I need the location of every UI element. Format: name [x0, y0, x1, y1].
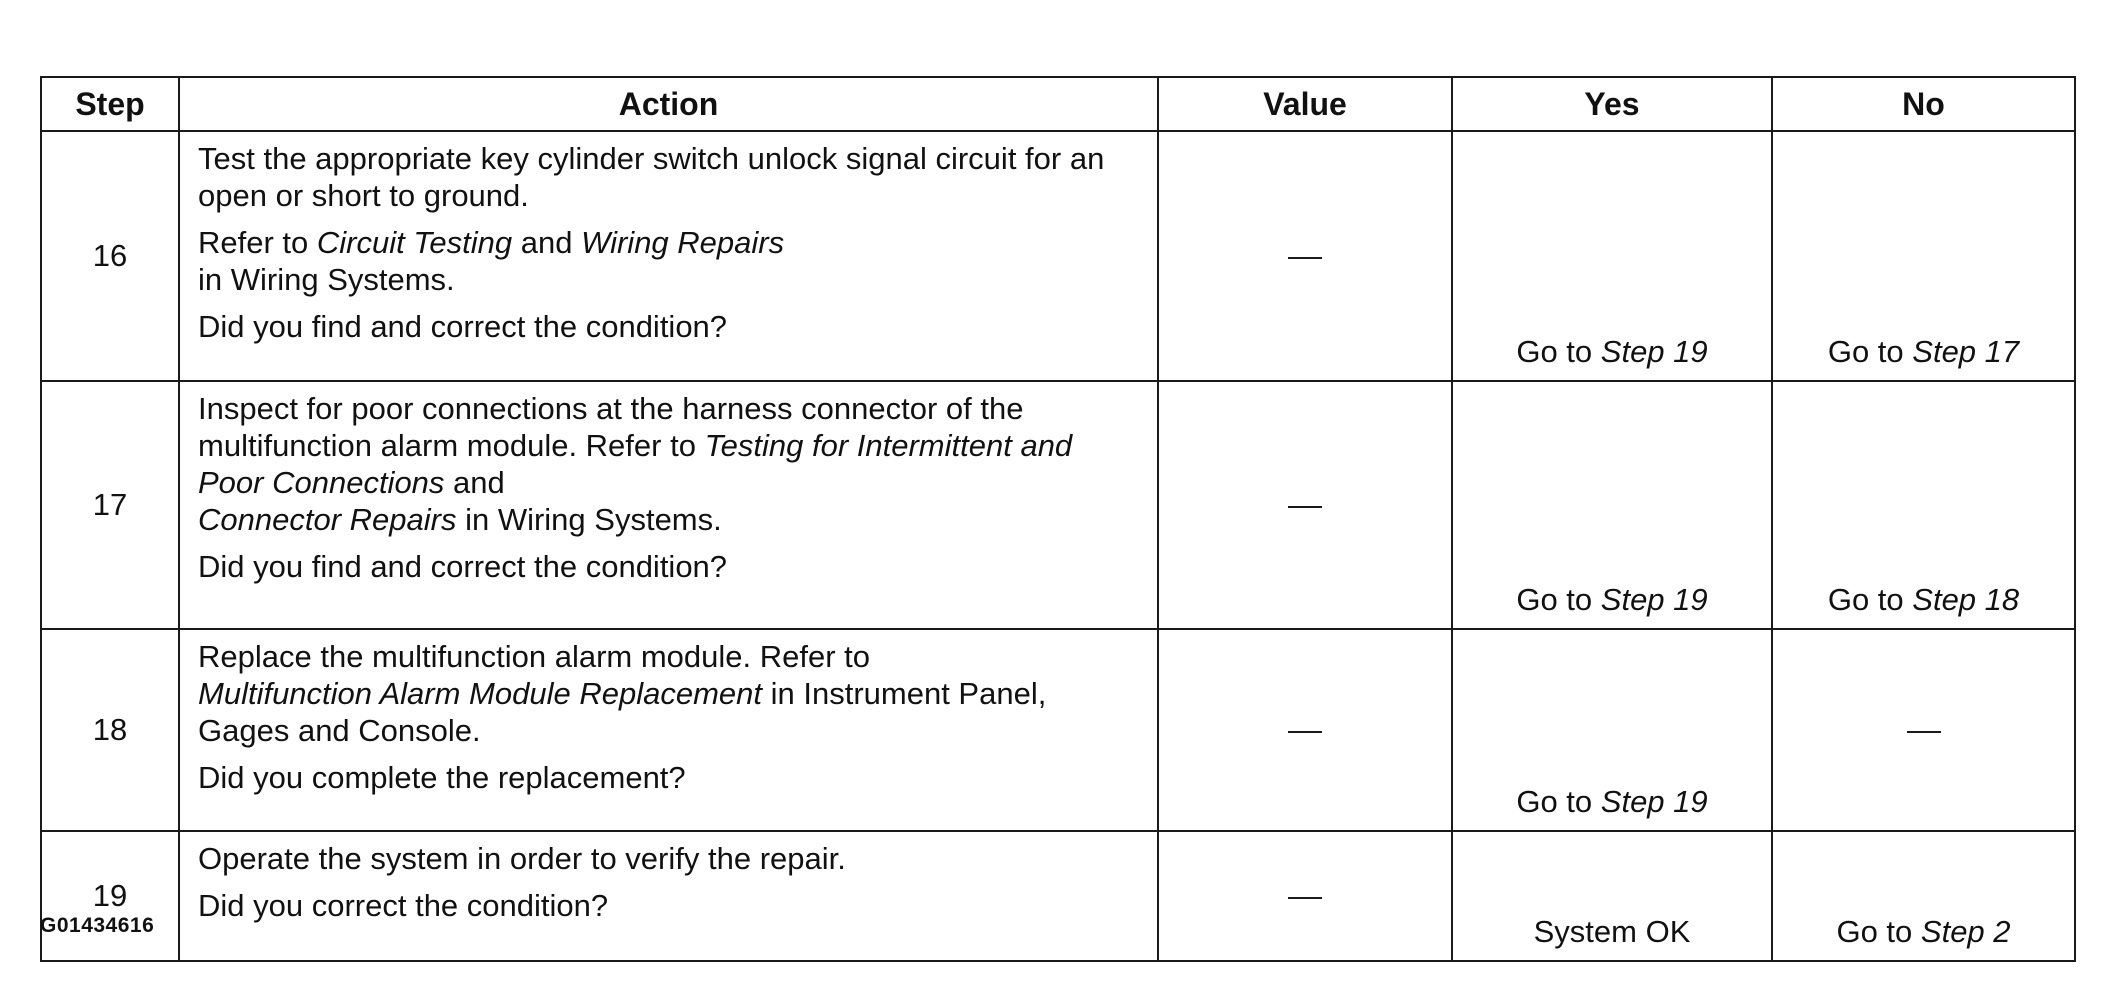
- no-step-ref: Step 17: [1912, 334, 2020, 369]
- action-text: [198, 638, 1139, 749]
- action-text: [198, 140, 1139, 214]
- action-text-run: in Instrument Panel, Gages and Console.: [198, 676, 1047, 748]
- yes-step-ref: Step 19: [1600, 784, 1708, 819]
- reference-link-text: Wiring Repairs: [581, 225, 785, 260]
- yes-cell: [1452, 131, 1772, 381]
- yes-cell: [1452, 629, 1772, 831]
- no-cell: [1772, 629, 2075, 831]
- value-cell: [1158, 831, 1452, 961]
- action-text-run: and: [444, 465, 505, 500]
- action-text-run: in Wiring Systems.: [198, 262, 455, 297]
- action-cell: [179, 131, 1158, 381]
- yes-text: Go to: [1516, 582, 1601, 617]
- action-text-run: Did you correct the condition?: [198, 888, 609, 923]
- em-dash: [1907, 731, 1941, 733]
- value-cell: [1158, 629, 1452, 831]
- reference-link-text: Testing for Intermittent and Poor Connections: [198, 428, 1073, 500]
- no-step-ref: Step 2: [1920, 914, 2011, 949]
- action-text: [198, 224, 1139, 298]
- step-number: 18: [41, 629, 179, 831]
- action-text-run: and: [512, 225, 582, 260]
- table-row: [41, 381, 2075, 629]
- action-text-run: Refer to: [198, 225, 317, 260]
- action-text-run: Did you find and correct the condition?: [198, 309, 728, 344]
- step-number: 19: [41, 831, 179, 961]
- no-text: Go to: [1836, 914, 1921, 949]
- table-header-row: [41, 77, 2075, 131]
- action-text-run: Replace the multifunction alarm module. Refer to: [198, 639, 870, 674]
- action-text-run: Did you find and correct the condition?: [198, 549, 728, 584]
- yes-text: Go to: [1516, 784, 1601, 819]
- yes-cell: [1452, 381, 1772, 629]
- action-text-run: in Wiring Systems.: [456, 502, 722, 537]
- value-cell: [1158, 131, 1452, 381]
- action-cell: [179, 629, 1158, 831]
- header-action: Action: [179, 77, 1158, 131]
- yes-cell: [1452, 831, 1772, 961]
- action-cell: [179, 381, 1158, 629]
- action-text-run: Inspect for poor connections at the harness connector of the multifunction alarm module. Refer to: [198, 391, 1024, 463]
- header-no: No: [1772, 77, 2075, 131]
- em-dash: [1288, 257, 1322, 259]
- no-cell: [1772, 381, 2075, 629]
- em-dash: [1288, 897, 1322, 899]
- action-text: [198, 840, 1139, 877]
- action-text-run: Test the appropriate key cylinder switch unlock signal circuit for an open or short to ground.: [198, 141, 1105, 213]
- step-number: 17: [41, 381, 179, 629]
- header-value: Value: [1158, 77, 1452, 131]
- header-yes: Yes: [1452, 77, 1772, 131]
- yes-step-ref: Step 19: [1600, 582, 1708, 617]
- yes-text: Go to: [1516, 334, 1601, 369]
- diagnostic-table: [40, 76, 2076, 962]
- no-text: Go to: [1827, 582, 1913, 617]
- action-text: [198, 390, 1139, 538]
- action-question: [198, 548, 1139, 585]
- value-cell: [1158, 381, 1452, 629]
- no-cell: [1772, 831, 2075, 961]
- action-question: [198, 308, 1139, 345]
- no-text: Go to: [1827, 334, 1913, 369]
- step-number: 16: [41, 131, 179, 381]
- table-row: [41, 831, 2075, 961]
- figure-id: G01434616: [40, 914, 155, 937]
- no-step-ref: Step 18: [1912, 582, 2020, 617]
- action-question: [198, 759, 1139, 796]
- action-text-run: Did you complete the replacement?: [198, 760, 686, 795]
- no-cell: [1772, 131, 2075, 381]
- reference-link-text: Circuit Testing: [316, 225, 513, 260]
- yes-step-ref: Step 19: [1600, 334, 1708, 369]
- action-text-run: Operate the system in order to verify the repair.: [198, 841, 846, 876]
- yes-text: System OK: [1533, 914, 1691, 949]
- table-row: [41, 629, 2075, 831]
- reference-link-text: Connector Repairs: [198, 502, 457, 537]
- reference-link-text: Multifunction Alarm Module Replacement: [198, 676, 762, 711]
- em-dash: [1288, 506, 1322, 508]
- em-dash: [1288, 731, 1322, 733]
- table-row: [41, 131, 2075, 381]
- action-question: [198, 887, 1139, 924]
- header-step: Step: [41, 77, 179, 131]
- action-cell: [179, 831, 1158, 961]
